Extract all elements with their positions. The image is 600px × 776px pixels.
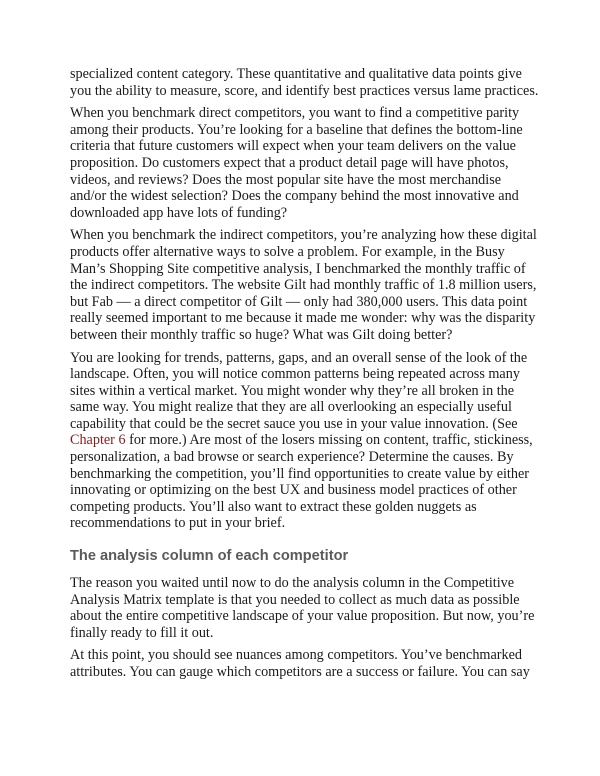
paragraph-4-text-b: for more.) Are most of the losers missing on content, traffic, stickiness, personalization, a bad browse or search experience? Determine the causes. By benchmarking the competition, you’ll find opportunities to create value by either innovating or optimizing on the best UX and business model practices of other competing products. You’ll also want to extract these golden nuggets as recommendations to put in your brief. (70, 432, 533, 532)
document-page (70, 66, 540, 687)
paragraph-4 (70, 350, 540, 533)
paragraph-1: specialized content category. These quantitative and qualitative data points give you the ability to measure, score, and identify best practices versus lame practices. (70, 66, 539, 99)
section-subheading: The analysis column of each competitor (70, 548, 349, 565)
paragraph-3: When you benchmark the indirect competitors, you’re analyzing how these digital products offer alternative ways to solve a problem. For example, in the Busy Man’s Shopping Site competitive analysis, I benchmarked the monthly traffic of the indirect competitors. The website Gilt had monthly traffic of 1.8 million users, but Fab — a direct competitor of Gilt — only had 380,000 users. This data point really seemed important to me because it made me wonder: why was the disparity between their monthly traffic so huge? What was Gilt doing better? (70, 227, 537, 343)
paragraph-4-text-a: You are looking for trends, patterns, gaps, and an overall sense of the look of the landscape. Often, you will notice common patterns being repeated across many sites within a vertical market. You might wonder why they’re all broken in the same way. You might realize that they are all overlooking an especially useful capability that could be the secret sauce you use in your value innovation. (See (70, 349, 528, 432)
chapter-6-link[interactable]: Chapter 6 (70, 432, 126, 449)
paragraph-6: At this point, you should see nuances among competitors. You’ve benchmarked attributes. You can gauge which competitors are a success or failure. You can say (70, 647, 530, 680)
paragraph-5: The reason you waited until now to do the analysis column in the Competitive Analysis Matrix template is that you needed to collect as much data as possible about the entire competitive landscape of your value proposition. But now, you’re finally ready to fill it out. (70, 575, 535, 641)
paragraph-2: When you benchmark direct competitors, you want to find a competitive parity among their products. You’re looking for a baseline that defines the bottom-line criteria that future customers will expect when your team delivers on the value proposition. Do customers expect that a product detail page will have photos, videos, and reviews? Does the most popular site have the most merchandise and/or the widest selection? Does the company behind the most innovative and downloaded app have lots of funding? (70, 105, 523, 221)
